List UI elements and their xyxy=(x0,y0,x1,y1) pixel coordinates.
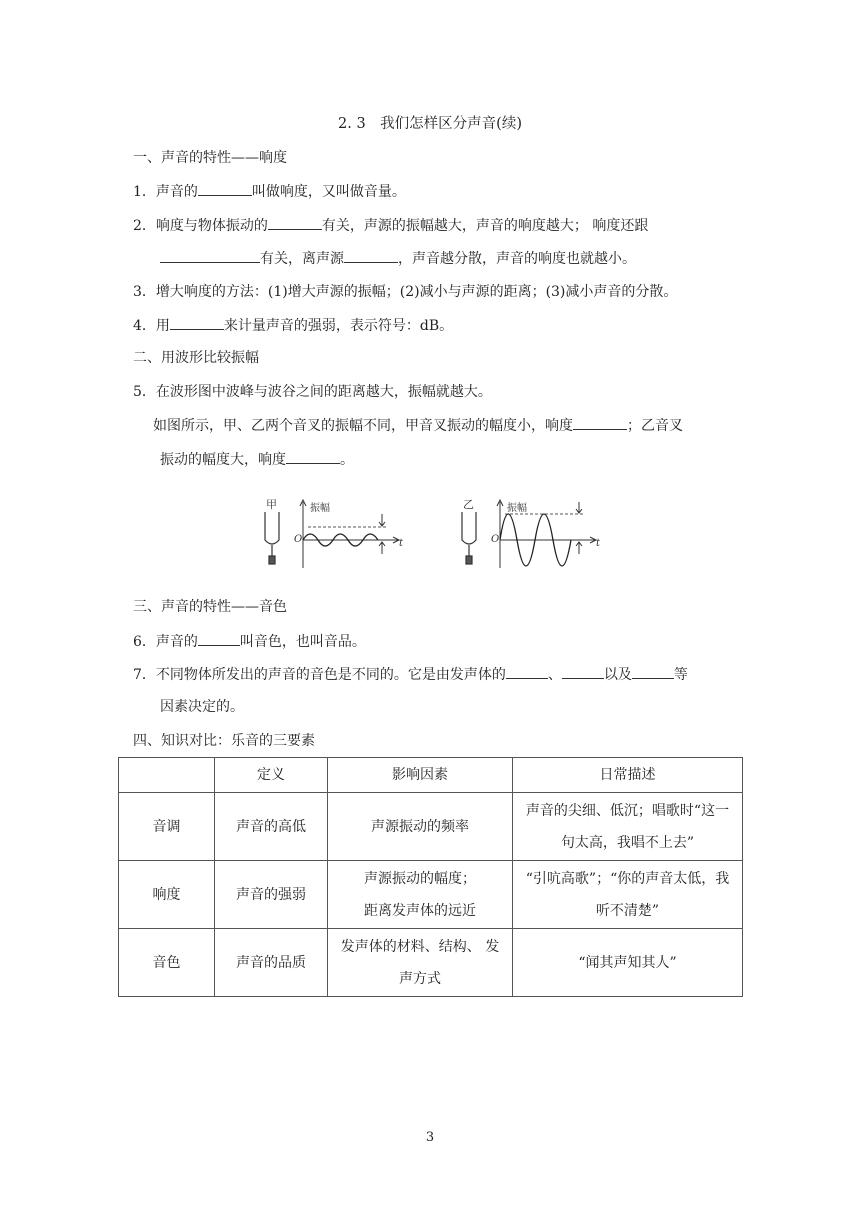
desc-line: “闻其声知其人” xyxy=(578,954,677,971)
desc1-pre: 如图所示，甲、乙两个音叉的振幅不同，甲音叉振动的幅度小，响度 xyxy=(153,418,573,434)
item-4 xyxy=(133,315,453,336)
item-7-pre: 7．不同物体所发出的声音的音色是不同的。它是由发声体的 xyxy=(133,667,506,683)
answer-blank[interactable] xyxy=(562,664,604,679)
item-2-continued xyxy=(160,248,636,269)
page-title: 2. 3 我们怎样区分声音(续) xyxy=(338,116,522,132)
factor-line: 声方式 xyxy=(399,970,441,987)
desc-line: 句太高，我唱不上去” xyxy=(560,834,695,851)
row-definition: 声音的高低 xyxy=(215,793,328,861)
fork-label-yi: 乙 xyxy=(463,498,474,511)
t-label: t xyxy=(596,538,601,549)
desc2-post: 。 xyxy=(340,452,354,468)
figure-description xyxy=(153,415,683,436)
item-3: 3．增大响度的方法：(1)增大声源的振幅；(2)减小与声源的距离；(3)减小声音的分散。 xyxy=(133,284,678,300)
row-description xyxy=(513,793,743,861)
item-4-pre: 4．用 xyxy=(133,318,170,334)
row-name: 音色 xyxy=(119,929,215,997)
item-1-post: 叫做响度，又叫做音量。 xyxy=(251,184,406,200)
item-4-post: 来计量声音的强弱，表示符号：dB。 xyxy=(223,318,454,334)
factor-line: 声源振动的幅度； xyxy=(364,870,476,887)
desc-line: 听不清楚” xyxy=(595,902,660,919)
origin-label: O xyxy=(491,534,500,545)
figure-description-2 xyxy=(160,449,354,470)
factor-line: 发声体的材料、结构、 发 xyxy=(340,938,500,955)
table-row xyxy=(119,793,743,861)
item-6 xyxy=(133,631,366,652)
section2-heading: 二、用波形比较振幅 xyxy=(133,350,259,366)
table-header-cell: 定义 xyxy=(215,758,328,793)
section3-heading: 三、声音的特性——音色 xyxy=(133,599,287,615)
factor-line: 声源振动的频率 xyxy=(371,818,469,835)
t-label: t xyxy=(399,538,404,549)
desc-line: “引吭高歌”；“你的声音太低，我 xyxy=(525,870,730,887)
section4-heading: 四、知识对比：乐音的三要素 xyxy=(133,733,315,749)
table-header-row xyxy=(119,758,743,793)
row-factor xyxy=(328,861,513,929)
fork-label-jia: 甲 xyxy=(266,498,277,511)
waveform-figure-jia xyxy=(258,498,408,570)
axis-label: 振幅 xyxy=(507,503,527,514)
item-2 xyxy=(133,215,648,236)
answer-blank[interactable] xyxy=(160,248,260,263)
row-description xyxy=(513,929,743,997)
table-header-cell xyxy=(119,758,215,793)
table-row xyxy=(119,861,743,929)
answer-blank[interactable] xyxy=(268,215,322,230)
factor-line: 距离发声体的远近 xyxy=(364,902,476,919)
answer-blank[interactable] xyxy=(198,631,240,646)
table-row xyxy=(119,929,743,997)
comparison-table xyxy=(118,757,743,997)
section1-heading: 一、声音的特性——响度 xyxy=(133,150,287,166)
table-header-cell: 影响因素 xyxy=(328,758,513,793)
item-6-post: 叫音色，也叫音品。 xyxy=(239,634,366,650)
row-name: 响度 xyxy=(119,861,215,929)
desc-line: 声音的尖细、低沉；唱歌时“这一 xyxy=(525,802,730,819)
row-factor xyxy=(328,793,513,861)
item-7-sep2: 以及 xyxy=(603,667,632,683)
item-5: 5．在波形图中波峰与波谷之间的距离越大，振幅就越大。 xyxy=(133,384,492,400)
answer-blank[interactable] xyxy=(506,664,548,679)
page-number: 3 xyxy=(425,1130,435,1145)
row-factor xyxy=(328,929,513,997)
item-7-sep1: 、 xyxy=(547,667,562,683)
item-2-mid: 有关，声源的振幅越大，声音的响度越大； 响度还跟 xyxy=(321,218,649,234)
item-2-pre: 2．响度与物体振动的 xyxy=(133,218,268,234)
item-7-post: 等 xyxy=(673,667,688,683)
item-7-continued: 因素决定的。 xyxy=(160,699,244,715)
tuning-fork-icon xyxy=(265,512,279,564)
answer-blank[interactable] xyxy=(632,664,674,679)
origin-label: O xyxy=(294,534,303,545)
answer-blank[interactable] xyxy=(573,415,627,430)
item-1-pre: 1．声音的 xyxy=(133,184,198,200)
row-description xyxy=(513,861,743,929)
row-definition: 声音的品质 xyxy=(215,929,328,997)
answer-blank[interactable] xyxy=(170,315,224,330)
item-7 xyxy=(133,664,688,685)
item-1 xyxy=(133,181,406,202)
answer-blank[interactable] xyxy=(198,181,252,196)
waveform-figure-yi xyxy=(455,498,605,570)
desc1-post: ；乙音叉 xyxy=(627,418,683,434)
item-2b-post: ，声音越分散，声音的响度也就越小。 xyxy=(398,251,636,267)
item-2b-mid: 有关，离声源 xyxy=(260,251,344,267)
axis-label: 振幅 xyxy=(310,503,330,514)
answer-blank[interactable] xyxy=(344,248,398,263)
row-name: 音调 xyxy=(119,793,215,861)
row-definition: 声音的强弱 xyxy=(215,861,328,929)
answer-blank[interactable] xyxy=(286,449,340,464)
tuning-fork-icon xyxy=(462,512,476,564)
table-header-cell: 日常描述 xyxy=(513,758,743,793)
desc2-pre: 振动的幅度大，响度 xyxy=(160,452,286,468)
item-6-pre: 6．声音的 xyxy=(133,634,198,650)
